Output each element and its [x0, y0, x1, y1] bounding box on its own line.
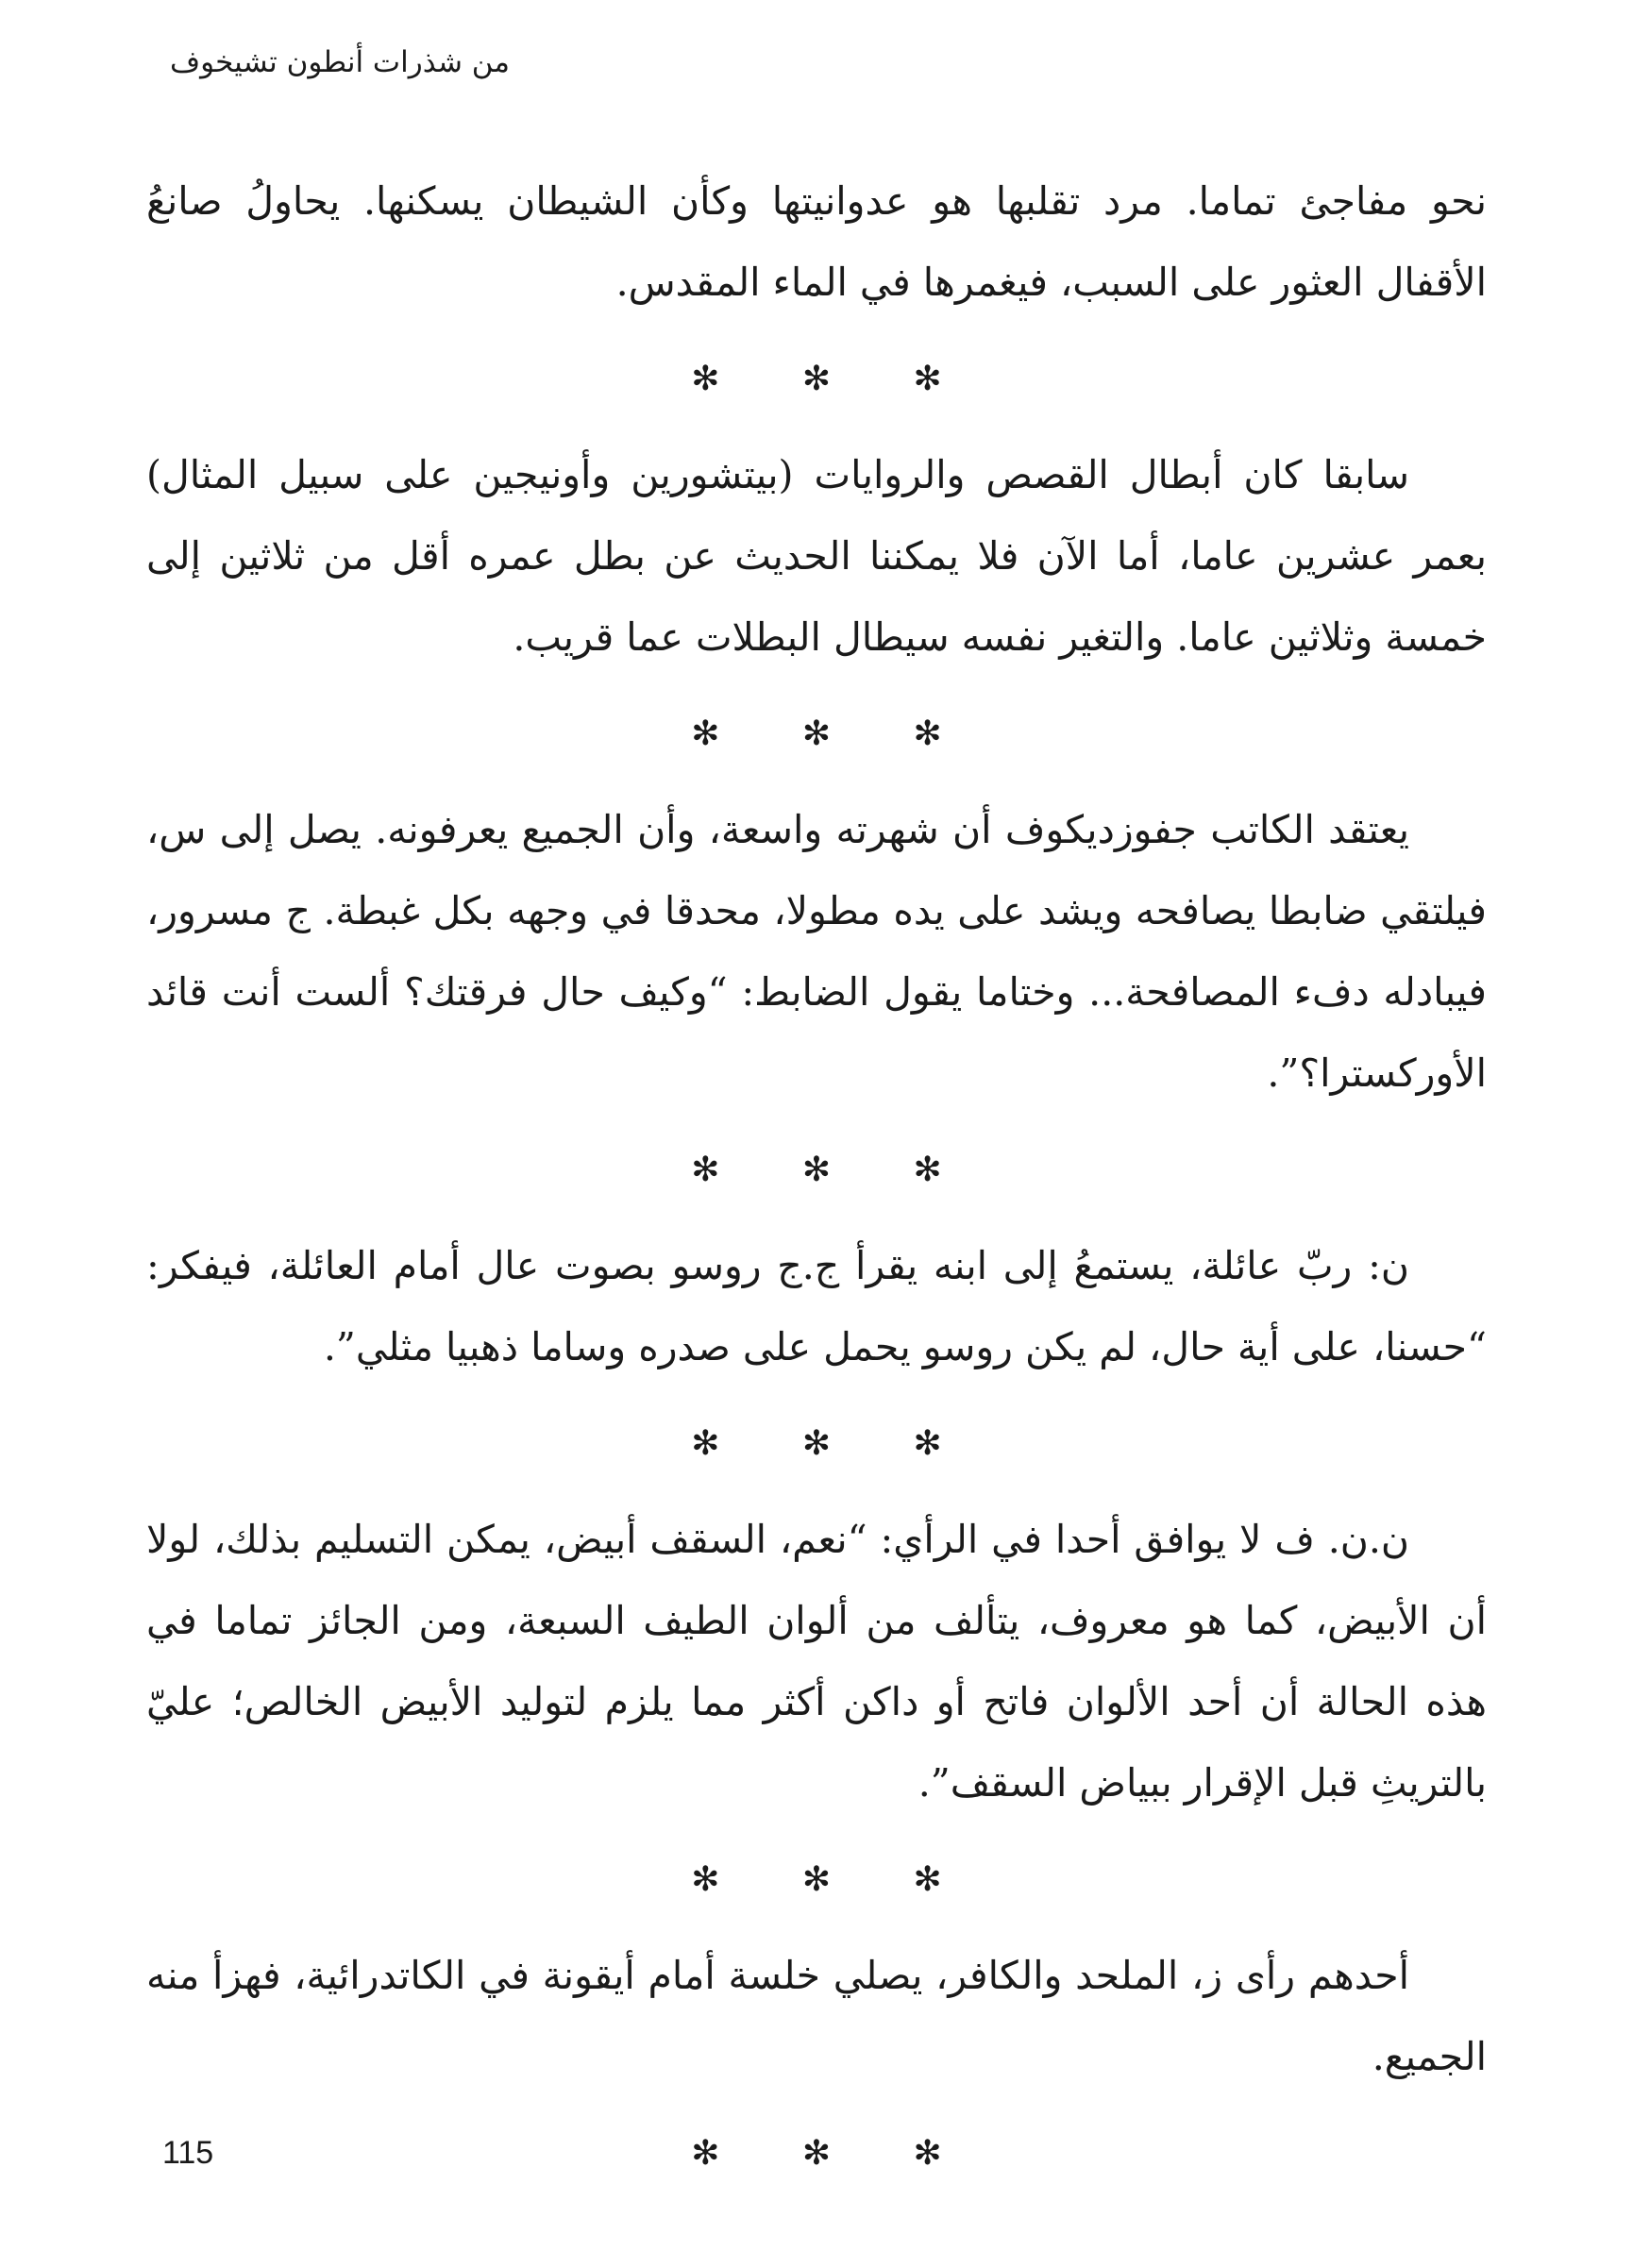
section-separator: ✻ ✻ ✻ — [691, 359, 978, 398]
paragraph-3: يعتقد الكاتب جفوزديكوف أن شهرته واسعة، وأن الجميع يعرفونه. يصل إلى س، فيلتقي ضابطا يصافحه ويشد على يده مطولا، محدقا في وجهه بكل غبطة. ج مسرور، فيبادله دفء المصافحة... وختاما يقول الضابط: “وكيف حال فرقتك؟ ألست أنت قائد الأوركسترا؟”. — [146, 807, 1487, 1096]
section-separator: ✻ ✻ ✻ — [691, 1423, 978, 1463]
page-body — [146, 160, 1487, 2209]
section-separator: ✻ ✻ ✻ — [691, 1859, 978, 1899]
running-title: من شذرات أنطون تشيخوف — [169, 45, 510, 79]
paragraph-4: ن: ربّ عائلة، يستمعُ إلى ابنه يقرأ ج.ج روسو بصوت عال أمام العائلة، فيفكر: “حسنا، على أية حال، لم يكن روسو يحمل على صدره وساما ذهبيا مثلي”. — [146, 1243, 1487, 1369]
section-separator: ✻ ✻ ✻ — [691, 714, 978, 753]
paragraph-2: سابقا كان أبطال القصص والروايات (بيتشورين وأونيجين على سبيل المثال) بعمر عشرين عاما، أما الآن فلا يمكننا الحديث عن بطل عمره أقل من ثلاثين إلى خمسة وثلاثين عاما. والتغير نفسه سيطال البطلات عما قريب. — [146, 452, 1487, 660]
page-number: 115 — [162, 2135, 214, 2171]
paragraph-6: أحدهم رأى ز، الملحد والكافر، يصلي خلسة أمام أيقونة في الكاتدرائية، فهزأ منه الجميع. — [146, 1953, 1487, 2079]
paragraph-1: نحو مفاجئ تماما. مرد تقلبها هو عدوانيتها وكأن الشيطان يسكنها. يحاولُ صانعُ الأقفال العثور على السبب، فيغمرها في الماء المقدس. — [146, 178, 1487, 305]
paragraph-5: ن.ن. ف لا يوافق أحدا في الرأي: “نعم، السقف أبيض، يمكن التسليم بذلك، لولا أن الأبيض، كما هو معروف، يتألف من ألوان الطيف السبعة، ومن الجائز تماما في هذه الحالة أن أحد الألوان فاتح أو داكن أكثر مما يلزم لتوليد الأبيض الخالص؛ عليّ بالتريثِ قبل الإقرار ببياض السقف”. — [146, 1517, 1487, 1806]
section-separator: ✻ ✻ ✻ — [691, 1150, 978, 1189]
section-separator: ✻ ✻ ✻ — [691, 2133, 978, 2173]
